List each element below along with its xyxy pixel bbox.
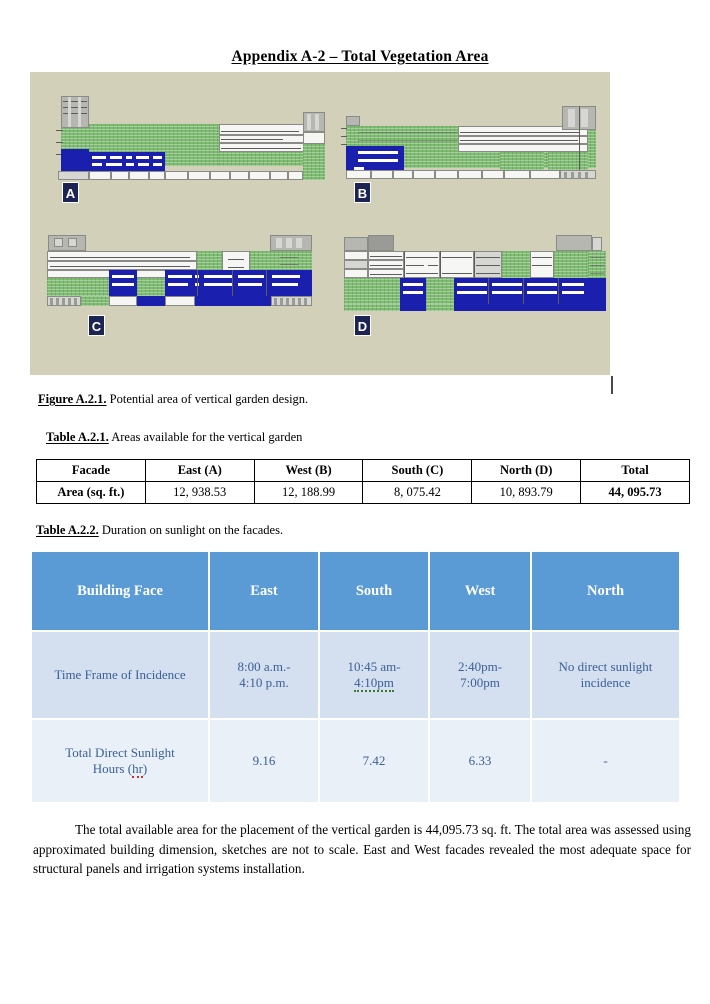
- table-a22-header-row: [32, 552, 679, 630]
- hours-label-line2-pre: Hours (: [92, 761, 133, 776]
- elevation-b-drawing: [340, 94, 605, 202]
- elevation-c-drawing: [42, 227, 322, 337]
- table-a21-data-row: [37, 482, 690, 504]
- summary-paragraph: The total available area for the placement of the vertical garden is 44,095.73 sq. ft. The total area was assessed using approximated building dimension, sketches are not to scale. East and West facades revealed the most adequate space for structural panels and irrigation systems installation.: [33, 822, 691, 876]
- timeframe-north-line1: No direct sunlight: [558, 659, 653, 674]
- elevation-a: [56, 94, 333, 202]
- figure-panel: [30, 72, 610, 375]
- table-a22-timeframe-row: [32, 632, 679, 718]
- page-title-text: Appendix A-2 – Total Vegetation Area: [231, 48, 489, 65]
- table-a21-header-facade: Facade: [37, 460, 146, 482]
- timeframe-east-line1: 8:00 a.m.-: [237, 659, 291, 674]
- table-a22-caption: [36, 523, 283, 538]
- timeframe-south-line2: 4:10pm: [354, 675, 394, 690]
- table-a21-header-south: South (C): [363, 460, 472, 482]
- table-a21-row-label: Area (sq. ft.): [37, 482, 146, 504]
- table-a21: [36, 459, 690, 504]
- timeframe-west-line2: 7:00pm: [460, 675, 500, 690]
- table-a22: [30, 550, 681, 804]
- table-a21-value-south: 8, 075.42: [363, 482, 472, 504]
- hours-label-line1: Total Direct Sunlight: [65, 745, 175, 760]
- table-a21-header-north: North (D): [472, 460, 581, 482]
- table-a22-hours-east: 9.16: [210, 720, 318, 802]
- table-a22-timeframe-label: Time Frame of Incidence: [32, 632, 208, 718]
- table-a22-caption-text: Duration on sunlight on the facades.: [98, 523, 284, 537]
- hours-label-line2-post: ): [142, 761, 148, 776]
- elevation-a-drawing: [56, 94, 333, 202]
- table-a22-caption-label: Table A.2.2.: [36, 523, 99, 537]
- revision-change-bar: [611, 376, 613, 394]
- table-a22-header-north: North: [532, 552, 679, 630]
- table-a22-hours-row: [32, 720, 679, 802]
- timeframe-east-line2: 4:10 p.m.: [239, 675, 289, 690]
- table-a21-value-east: 12, 938.53: [145, 482, 254, 504]
- elevation-c: [42, 227, 322, 337]
- table-a21-caption-text: Areas available for the vertical garden: [108, 430, 303, 444]
- table-a21-caption: [46, 430, 302, 445]
- table-a22-timeframe-south: [320, 632, 428, 718]
- page-title: [30, 48, 690, 66]
- table-a21-header-row: [37, 460, 690, 482]
- table-a22-timeframe-west: [430, 632, 530, 718]
- table-a22-header-west: West: [430, 552, 530, 630]
- elevation-label-b: B: [354, 182, 371, 203]
- table-a22-header-east: East: [210, 552, 318, 630]
- figure-caption-text: Potential area of vertical garden design.: [106, 392, 309, 406]
- table-a22-hours-south: 7.42: [320, 720, 428, 802]
- table-a22-timeframe-east: [210, 632, 318, 718]
- table-a21-header-total: Total: [581, 460, 690, 482]
- elevation-d-drawing: [340, 227, 610, 337]
- hours-label-misspelled: hr: [132, 761, 143, 776]
- table-a22-timeframe-north: [532, 632, 679, 718]
- elevation-label-c: C: [88, 315, 105, 336]
- timeframe-north-line2: incidence: [580, 675, 631, 690]
- figure-caption: [38, 392, 308, 407]
- elevation-label-a: A: [62, 182, 79, 203]
- table-a22-hours-label: [32, 720, 208, 802]
- table-a22-hours-north: -: [532, 720, 679, 802]
- table-a21-caption-label: Table A.2.1.: [46, 430, 109, 444]
- elevation-d: [340, 227, 610, 337]
- figure-caption-label: Figure A.2.1.: [38, 392, 107, 406]
- elevation-label-d: D: [354, 315, 371, 336]
- elevation-b: [340, 94, 605, 202]
- table-a22-header-south: South: [320, 552, 428, 630]
- table-a21-value-total: 44, 095.73: [581, 482, 690, 504]
- table-a21-value-west: 12, 188.99: [254, 482, 363, 504]
- table-a21-value-north: 10, 893.79: [472, 482, 581, 504]
- table-a22-hours-west: 6.33: [430, 720, 530, 802]
- table-a22-header-building-face: Building Face: [32, 552, 208, 630]
- table-a21-header-west: West (B): [254, 460, 363, 482]
- timeframe-south-line1: 10:45 am-: [347, 659, 401, 674]
- table-a21-header-east: East (A): [145, 460, 254, 482]
- timeframe-west-line1: 2:40pm-: [457, 659, 503, 674]
